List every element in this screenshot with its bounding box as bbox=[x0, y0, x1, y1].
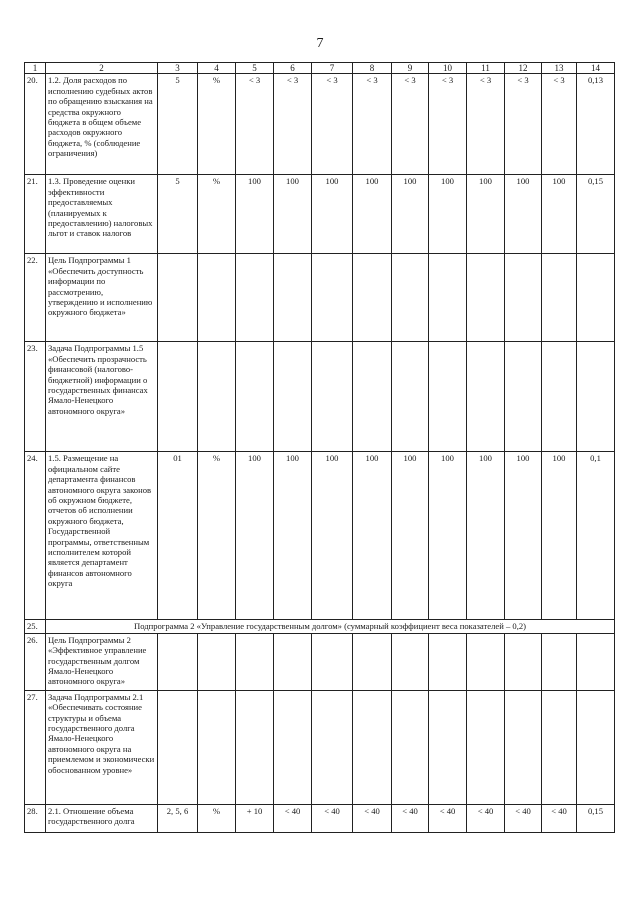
header-cell: 2 bbox=[46, 63, 158, 74]
value-cell: + 10 bbox=[236, 804, 274, 832]
row-number: 27. bbox=[25, 690, 46, 804]
value-cell bbox=[198, 342, 236, 452]
indicator-name: Цель Подпрограммы 2 «Эффективное управление государственным долгом Ямало-Ненецкого автономного округа» bbox=[46, 633, 158, 690]
value-cell bbox=[158, 633, 198, 690]
header-cell: 10 bbox=[429, 63, 467, 74]
table-row bbox=[25, 254, 615, 342]
value-cell bbox=[312, 690, 353, 804]
value-cell bbox=[236, 690, 274, 804]
value-cell: 100 bbox=[429, 452, 467, 620]
value-cell: 100 bbox=[312, 452, 353, 620]
value-cell bbox=[274, 342, 312, 452]
value-cell bbox=[429, 342, 467, 452]
value-cell: 5 bbox=[158, 74, 198, 175]
header-cell: 4 bbox=[198, 63, 236, 74]
value-cell bbox=[198, 690, 236, 804]
value-cell: 0,1 bbox=[577, 452, 615, 620]
table-row bbox=[25, 804, 615, 832]
header-cell: 6 bbox=[274, 63, 312, 74]
value-cell: < 3 bbox=[467, 74, 505, 175]
value-cell bbox=[429, 633, 467, 690]
header-cell: 3 bbox=[158, 63, 198, 74]
value-cell bbox=[274, 690, 312, 804]
value-cell: < 3 bbox=[353, 74, 392, 175]
value-cell bbox=[236, 254, 274, 342]
value-cell bbox=[312, 633, 353, 690]
value-cell bbox=[392, 690, 429, 804]
value-cell: < 40 bbox=[312, 804, 353, 832]
value-cell: 0,15 bbox=[577, 175, 615, 254]
value-cell bbox=[542, 342, 577, 452]
row-number: 24. bbox=[25, 452, 46, 620]
value-cell: 100 bbox=[274, 175, 312, 254]
value-cell: 100 bbox=[353, 452, 392, 620]
value-cell: < 3 bbox=[312, 74, 353, 175]
value-cell bbox=[198, 633, 236, 690]
table-row bbox=[25, 452, 615, 620]
value-cell: 100 bbox=[392, 175, 429, 254]
value-cell: < 3 bbox=[236, 74, 274, 175]
value-cell bbox=[392, 254, 429, 342]
value-cell: < 3 bbox=[505, 74, 542, 175]
value-cell bbox=[198, 254, 236, 342]
value-cell: 100 bbox=[274, 452, 312, 620]
header-cell: 8 bbox=[353, 63, 392, 74]
value-cell: < 40 bbox=[505, 804, 542, 832]
section-title: Подпрограмма 2 «Управление государственным долгом» (суммарный коэффициент веса показателей – 0,2) bbox=[46, 620, 615, 633]
indicator-name: 1.2. Доля расходов по исполнению судебных актов по обращению взыскания на средства окружного бюджета в общем объеме расходов окружного бюджета, % (соблюдение ограничения) bbox=[46, 74, 158, 175]
table-row bbox=[25, 633, 615, 690]
value-cell bbox=[158, 254, 198, 342]
value-cell: < 3 bbox=[392, 74, 429, 175]
value-cell: < 40 bbox=[542, 804, 577, 832]
value-cell: < 40 bbox=[467, 804, 505, 832]
value-cell bbox=[429, 690, 467, 804]
value-cell bbox=[542, 254, 577, 342]
value-cell: 100 bbox=[542, 175, 577, 254]
value-cell bbox=[505, 254, 542, 342]
value-cell: < 40 bbox=[274, 804, 312, 832]
indicator-name: 1.5. Размещение на официальном сайте департамента финансов автономного округа законов об окружном бюджете, отчетов об исполнении окружного бюджета, Государственной программы, ответственным исполнителем которой является департамент финансов автономного округа bbox=[46, 452, 158, 620]
value-cell: 100 bbox=[312, 175, 353, 254]
table-row bbox=[25, 175, 615, 254]
section-row bbox=[25, 620, 615, 633]
row-number: 21. bbox=[25, 175, 46, 254]
value-cell: < 40 bbox=[429, 804, 467, 832]
value-cell bbox=[542, 690, 577, 804]
value-cell bbox=[392, 342, 429, 452]
value-cell: 100 bbox=[505, 175, 542, 254]
value-cell bbox=[353, 254, 392, 342]
value-cell: 100 bbox=[429, 175, 467, 254]
row-number: 26. bbox=[25, 633, 46, 690]
header-cell: 14 bbox=[577, 63, 615, 74]
value-cell: < 3 bbox=[274, 74, 312, 175]
value-cell bbox=[577, 342, 615, 452]
value-cell: % bbox=[198, 175, 236, 254]
indicator-name: 1.3. Проведение оценки эффективности предоставляемых (планируемых к предоставлению) налоговых льгот и ставок налогов bbox=[46, 175, 158, 254]
value-cell: < 3 bbox=[542, 74, 577, 175]
row-number: 25. bbox=[25, 620, 46, 633]
row-number: 20. bbox=[25, 74, 46, 175]
value-cell bbox=[577, 633, 615, 690]
indicators-table bbox=[24, 62, 615, 833]
value-cell bbox=[158, 690, 198, 804]
table-row bbox=[25, 342, 615, 452]
value-cell: 0,15 bbox=[577, 804, 615, 832]
value-cell bbox=[505, 342, 542, 452]
header-cell: 1 bbox=[25, 63, 46, 74]
value-cell: < 40 bbox=[353, 804, 392, 832]
value-cell: 100 bbox=[467, 452, 505, 620]
row-number: 28. bbox=[25, 804, 46, 832]
value-cell: 100 bbox=[467, 175, 505, 254]
value-cell bbox=[505, 633, 542, 690]
page-number: 7 bbox=[316, 36, 324, 51]
value-cell bbox=[467, 342, 505, 452]
value-cell bbox=[542, 633, 577, 690]
value-cell: 100 bbox=[353, 175, 392, 254]
header-cell: 12 bbox=[505, 63, 542, 74]
header-cell: 13 bbox=[542, 63, 577, 74]
value-cell bbox=[505, 690, 542, 804]
value-cell: % bbox=[198, 452, 236, 620]
indicator-name: Цель Подпрограммы 1 «Обеспечить доступность информации по рассмотрению, утверждению и исполнению окружного бюджета» bbox=[46, 254, 158, 342]
value-cell: 01 bbox=[158, 452, 198, 620]
value-cell bbox=[429, 254, 467, 342]
value-cell: < 40 bbox=[392, 804, 429, 832]
value-cell: 100 bbox=[505, 452, 542, 620]
value-cell bbox=[274, 633, 312, 690]
value-cell: 2, 5, 6 bbox=[158, 804, 198, 832]
value-cell bbox=[353, 633, 392, 690]
value-cell bbox=[312, 342, 353, 452]
value-cell: 100 bbox=[392, 452, 429, 620]
value-cell: 100 bbox=[236, 175, 274, 254]
header-row bbox=[25, 63, 615, 74]
indicator-name: Задача Подпрограммы 2.1 «Обеспечивать состояние структуры и объема государственного долга Ямало-Ненецкого автономного округа на приемлемом и экономически обоснованном уровне» bbox=[46, 690, 158, 804]
value-cell bbox=[467, 690, 505, 804]
row-number: 23. bbox=[25, 342, 46, 452]
value-cell bbox=[467, 254, 505, 342]
value-cell bbox=[274, 254, 312, 342]
value-cell bbox=[353, 342, 392, 452]
value-cell bbox=[236, 342, 274, 452]
table-row bbox=[25, 690, 615, 804]
indicator-name: Задача Подпрограммы 1.5 «Обеспечить прозрачность финансовой (налогово-бюджетной) информации о государственных финансах Ямало-Ненецкого автономного округа» bbox=[46, 342, 158, 452]
value-cell: < 3 bbox=[429, 74, 467, 175]
value-cell bbox=[577, 254, 615, 342]
header-cell: 9 bbox=[392, 63, 429, 74]
value-cell: % bbox=[198, 74, 236, 175]
row-number: 22. bbox=[25, 254, 46, 342]
value-cell: 5 bbox=[158, 175, 198, 254]
value-cell bbox=[392, 633, 429, 690]
value-cell: % bbox=[198, 804, 236, 832]
value-cell bbox=[236, 633, 274, 690]
value-cell bbox=[577, 690, 615, 804]
header-cell: 11 bbox=[467, 63, 505, 74]
header-cell: 5 bbox=[236, 63, 274, 74]
value-cell bbox=[312, 254, 353, 342]
value-cell: 0,13 bbox=[577, 74, 615, 175]
value-cell bbox=[353, 690, 392, 804]
value-cell bbox=[467, 633, 505, 690]
indicator-name: 2.1. Отношение объема государственного долга bbox=[46, 804, 158, 832]
value-cell bbox=[158, 342, 198, 452]
value-cell: 100 bbox=[542, 452, 577, 620]
value-cell: 100 bbox=[236, 452, 274, 620]
header-cell: 7 bbox=[312, 63, 353, 74]
table-row bbox=[25, 74, 615, 175]
